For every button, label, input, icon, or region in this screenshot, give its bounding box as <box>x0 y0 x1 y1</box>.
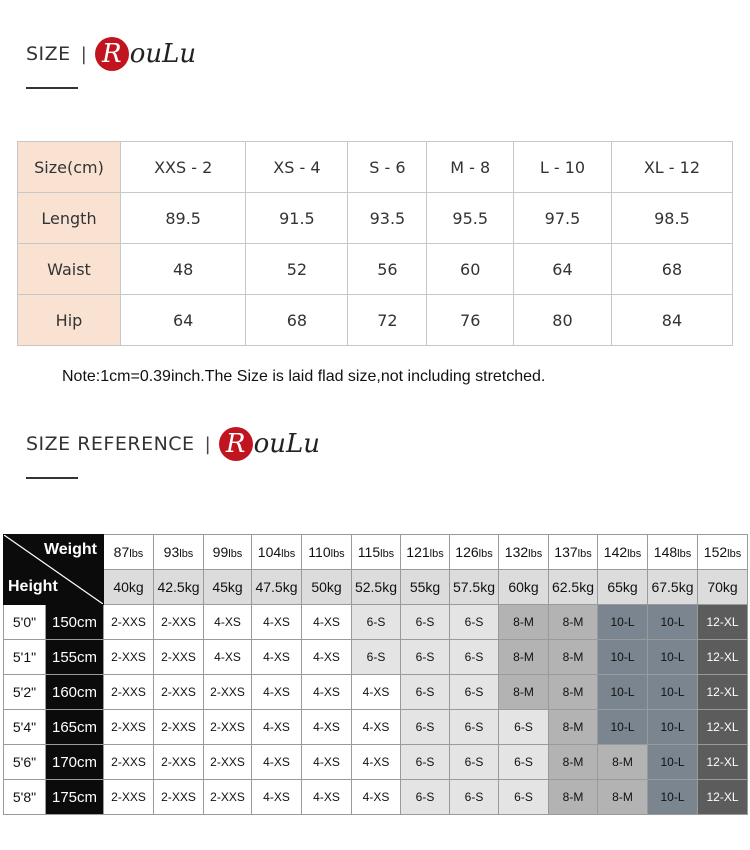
size-recommendation-cell: 2-XXS <box>204 745 252 780</box>
size-recommendation-cell: 6-S <box>499 710 549 745</box>
size-recommendation-cell: 4-XS <box>252 710 302 745</box>
weight-kg-cell: 45kg <box>204 570 252 605</box>
size-recommendation-cell: 2-XXS <box>154 710 204 745</box>
size-recommendation-cell: 8-M <box>499 640 549 675</box>
weight-lbs-cell <box>401 535 450 570</box>
size-recommendation-cell: 10-L <box>648 710 698 745</box>
size-recommendation-cell: 8-M <box>549 745 598 780</box>
size-recommendation-cell: 4-XS <box>252 780 302 815</box>
height-cm-cell: 155cm <box>46 640 104 675</box>
height-ft-cell: 5'2" <box>4 675 46 710</box>
height-cm-cell: 175cm <box>46 780 104 815</box>
size-value-cell: 52 <box>246 244 348 295</box>
lbs-unit: lbs <box>528 548 543 560</box>
size-recommendation-cell: 4-XS <box>352 675 401 710</box>
size-recommendation-cell: 2-XXS <box>104 710 154 745</box>
roulu-logo <box>219 427 320 461</box>
weight-kg-cell: 50kg <box>302 570 352 605</box>
size-recommendation-cell: 2-XXS <box>104 640 154 675</box>
size-table <box>17 141 733 346</box>
weight-height-corner <box>4 535 104 605</box>
size-recommendation-cell: 6-S <box>499 780 549 815</box>
weight-kg-cell: 67.5kg <box>648 570 698 605</box>
weight-lbs-cell <box>352 535 401 570</box>
title-underline <box>26 87 78 89</box>
size-recommendation-cell: 10-L <box>598 605 648 640</box>
height-ft-cell: 5'0" <box>4 605 46 640</box>
lbs-unit: lbs <box>129 548 144 560</box>
lbs-unit: lbs <box>380 548 395 560</box>
size-recommendation-cell: 6-S <box>401 675 450 710</box>
weight-kg-cell: 55kg <box>401 570 450 605</box>
weight-kg-row <box>4 570 748 605</box>
height-row <box>4 745 748 780</box>
size-recommendation-cell: 6-S <box>401 780 450 815</box>
size-reference-title <box>26 427 320 461</box>
weight-kg-cell: 60kg <box>499 570 549 605</box>
size-value-cell: 68 <box>246 295 348 346</box>
weight-kg-cell: 40kg <box>104 570 154 605</box>
size-header-cell: L - 10 <box>514 142 612 193</box>
height-row <box>4 605 748 640</box>
title-underline <box>26 477 78 479</box>
size-recommendation-cell: 4-XS <box>204 640 252 675</box>
weight-lbs-value: 87 <box>113 544 130 560</box>
size-section-title <box>26 37 196 71</box>
size-recommendation-cell: 8-M <box>549 605 598 640</box>
size-recommendation-cell: 6-S <box>401 605 450 640</box>
size-recommendation-cell: 8-M <box>598 780 648 815</box>
height-label: Height <box>8 578 58 595</box>
height-row <box>4 710 748 745</box>
height-row <box>4 675 748 710</box>
size-recommendation-cell: 6-S <box>450 605 499 640</box>
weight-lbs-cell <box>450 535 499 570</box>
size-row-label: Waist <box>18 244 121 295</box>
weight-lbs-cell <box>648 535 698 570</box>
size-recommendation-cell: 2-XXS <box>104 745 154 780</box>
size-value-cell: 68 <box>611 244 732 295</box>
height-ft-cell: 5'4" <box>4 710 46 745</box>
size-recommendation-cell: 4-XS <box>204 605 252 640</box>
size-recommendation-cell: 12-XL <box>698 780 748 815</box>
size-value-cell: 48 <box>121 244 246 295</box>
size-recommendation-cell: 6-S <box>450 710 499 745</box>
size-value-cell: 64 <box>121 295 246 346</box>
size-recommendation-cell: 4-XS <box>302 745 352 780</box>
size-recommendation-cell: 10-L <box>648 640 698 675</box>
size-recommendation-cell: 12-XL <box>698 745 748 780</box>
height-cm-cell: 165cm <box>46 710 104 745</box>
size-header-cell: S - 6 <box>348 142 427 193</box>
title-separator: | <box>80 43 87 65</box>
weight-lbs-value: 148 <box>653 544 678 560</box>
size-value-cell: 97.5 <box>514 193 612 244</box>
size-table-corner-cell: Size(cm) <box>18 142 121 193</box>
size-recommendation-cell: 10-L <box>598 675 648 710</box>
size-value-cell: 80 <box>514 295 612 346</box>
size-title-text: SIZE <box>26 43 71 65</box>
size-table-row <box>18 193 733 244</box>
weight-lbs-cell <box>549 535 598 570</box>
size-recommendation-cell: 4-XS <box>252 640 302 675</box>
weight-lbs-cell <box>204 535 252 570</box>
size-value-cell: 98.5 <box>611 193 732 244</box>
weight-kg-cell: 65kg <box>598 570 648 605</box>
size-recommendation-cell: 6-S <box>401 640 450 675</box>
size-header-cell: XXS - 2 <box>121 142 246 193</box>
size-recommendation-cell: 6-S <box>450 675 499 710</box>
size-value-cell: 76 <box>427 295 514 346</box>
size-row-label: Hip <box>18 295 121 346</box>
lbs-unit: lbs <box>478 548 493 560</box>
size-recommendation-cell: 6-S <box>450 780 499 815</box>
size-recommendation-cell: 12-XL <box>698 710 748 745</box>
size-recommendation-cell: 6-S <box>401 710 450 745</box>
size-value-cell: 91.5 <box>246 193 348 244</box>
weight-lbs-value: 121 <box>406 544 430 560</box>
lbs-unit: lbs <box>228 548 243 560</box>
height-ft-cell: 5'1" <box>4 640 46 675</box>
height-cm-cell: 160cm <box>46 675 104 710</box>
logo-text: ouLu <box>129 39 197 69</box>
size-reference-title-text: SIZE REFERENCE <box>26 433 195 455</box>
height-ft-cell: 5'8" <box>4 780 46 815</box>
size-recommendation-cell: 2-XXS <box>204 780 252 815</box>
size-recommendation-cell: 4-XS <box>302 640 352 675</box>
size-recommendation-cell: 10-L <box>598 640 648 675</box>
title-separator: | <box>204 433 211 455</box>
logo-r-badge: R <box>95 37 129 71</box>
weight-lbs-row <box>4 535 748 570</box>
weight-lbs-cell <box>499 535 549 570</box>
size-recommendation-cell: 2-XXS <box>154 780 204 815</box>
logo-text: ouLu <box>253 429 321 459</box>
logo-r-badge: R <box>219 427 253 461</box>
weight-kg-cell: 52.5kg <box>352 570 401 605</box>
size-recommendation-cell: 4-XS <box>352 710 401 745</box>
size-recommendation-cell: 8-M <box>499 675 549 710</box>
weight-lbs-value: 93 <box>163 544 180 560</box>
size-recommendation-cell: 4-XS <box>302 710 352 745</box>
weight-lbs-value: 142 <box>603 544 628 560</box>
weight-lbs-value: 137 <box>554 544 578 560</box>
lbs-unit: lbs <box>577 548 592 560</box>
lbs-unit: lbs <box>179 548 194 560</box>
weight-lbs-cell <box>252 535 302 570</box>
size-header-cell: M - 8 <box>427 142 514 193</box>
size-recommendation-cell: 4-XS <box>302 605 352 640</box>
size-value-cell: 95.5 <box>427 193 514 244</box>
size-recommendation-cell: 8-M <box>549 640 598 675</box>
weight-kg-cell: 57.5kg <box>450 570 499 605</box>
size-recommendation-cell: 2-XXS <box>154 745 204 780</box>
size-recommendation-cell: 12-XL <box>698 675 748 710</box>
size-recommendation-cell: 12-XL <box>698 640 748 675</box>
size-recommendation-cell: 10-L <box>648 780 698 815</box>
weight-lbs-value: 115 <box>357 544 381 560</box>
size-value-cell: 64 <box>514 244 612 295</box>
size-recommendation-cell: 4-XS <box>252 745 302 780</box>
size-recommendation-cell: 8-M <box>598 745 648 780</box>
size-recommendation-cell: 10-L <box>648 605 698 640</box>
height-ft-cell: 5'6" <box>4 745 46 780</box>
size-recommendation-cell: 10-L <box>648 745 698 780</box>
lbs-unit: lbs <box>677 548 692 560</box>
size-recommendation-cell: 8-M <box>549 780 598 815</box>
size-recommendation-cell: 6-S <box>499 745 549 780</box>
height-row <box>4 640 748 675</box>
size-recommendation-cell: 8-M <box>549 710 598 745</box>
size-value-cell: 89.5 <box>121 193 246 244</box>
size-header-cell: XS - 4 <box>246 142 348 193</box>
size-recommendation-cell: 2-XXS <box>154 605 204 640</box>
size-recommendation-cell: 8-M <box>549 675 598 710</box>
roulu-logo <box>95 37 196 71</box>
size-value-cell: 84 <box>611 295 732 346</box>
size-recommendation-cell: 2-XXS <box>104 605 154 640</box>
size-recommendation-cell: 2-XXS <box>104 675 154 710</box>
weight-lbs-value: 99 <box>212 544 229 560</box>
size-recommendation-cell: 10-L <box>648 675 698 710</box>
lbs-unit: lbs <box>281 548 296 560</box>
size-recommendation-cell: 2-XXS <box>104 780 154 815</box>
weight-lbs-value: 152 <box>703 544 728 560</box>
size-value-cell: 60 <box>427 244 514 295</box>
size-recommendation-cell: 6-S <box>450 745 499 780</box>
size-recommendation-cell: 4-XS <box>352 745 401 780</box>
size-table-row <box>18 244 733 295</box>
size-table-row <box>18 295 733 346</box>
size-recommendation-cell: 6-S <box>352 605 401 640</box>
size-recommendation-cell: 4-XS <box>302 780 352 815</box>
lbs-unit: lbs <box>330 548 345 560</box>
weight-lbs-value: 104 <box>257 544 282 560</box>
lbs-unit: lbs <box>627 548 642 560</box>
height-cm-cell: 170cm <box>46 745 104 780</box>
size-recommendation-cell: 12-XL <box>698 605 748 640</box>
size-recommendation-cell: 8-M <box>499 605 549 640</box>
size-reference-table <box>3 534 748 815</box>
lbs-unit: lbs <box>429 548 444 560</box>
size-value-cell: 72 <box>348 295 427 346</box>
height-row <box>4 780 748 815</box>
weight-lbs-value: 110 <box>308 544 331 560</box>
size-row-label: Length <box>18 193 121 244</box>
size-recommendation-cell: 6-S <box>450 640 499 675</box>
weight-kg-cell: 62.5kg <box>549 570 598 605</box>
weight-lbs-cell <box>104 535 154 570</box>
size-table-header-row <box>18 142 733 193</box>
size-recommendation-cell: 2-XXS <box>154 640 204 675</box>
weight-lbs-cell <box>598 535 648 570</box>
size-recommendation-cell: 4-XS <box>352 780 401 815</box>
weight-lbs-value: 126 <box>455 544 479 560</box>
weight-kg-cell: 42.5kg <box>154 570 204 605</box>
weight-kg-cell: 70kg <box>698 570 748 605</box>
size-value-cell: 56 <box>348 244 427 295</box>
weight-lbs-cell <box>302 535 352 570</box>
size-recommendation-cell: 4-XS <box>252 605 302 640</box>
size-recommendation-cell: 4-XS <box>302 675 352 710</box>
lbs-unit: lbs <box>727 548 742 560</box>
size-recommendation-cell: 6-S <box>352 640 401 675</box>
size-recommendation-cell: 6-S <box>401 745 450 780</box>
size-recommendation-cell: 10-L <box>598 710 648 745</box>
weight-label: Weight <box>43 541 97 558</box>
size-recommendation-cell: 4-XS <box>252 675 302 710</box>
size-header-cell: XL - 12 <box>611 142 732 193</box>
weight-lbs-cell <box>154 535 204 570</box>
height-cm-cell: 150cm <box>46 605 104 640</box>
size-recommendation-cell: 2-XXS <box>204 675 252 710</box>
size-recommendation-cell: 2-XXS <box>154 675 204 710</box>
weight-lbs-cell <box>698 535 748 570</box>
size-value-cell: 93.5 <box>348 193 427 244</box>
size-recommendation-cell: 2-XXS <box>204 710 252 745</box>
size-note: Note:1cm=0.39inch.The Size is laid flad size,not including stretched. <box>62 368 546 385</box>
weight-lbs-value: 132 <box>504 544 529 560</box>
weight-kg-cell: 47.5kg <box>252 570 302 605</box>
